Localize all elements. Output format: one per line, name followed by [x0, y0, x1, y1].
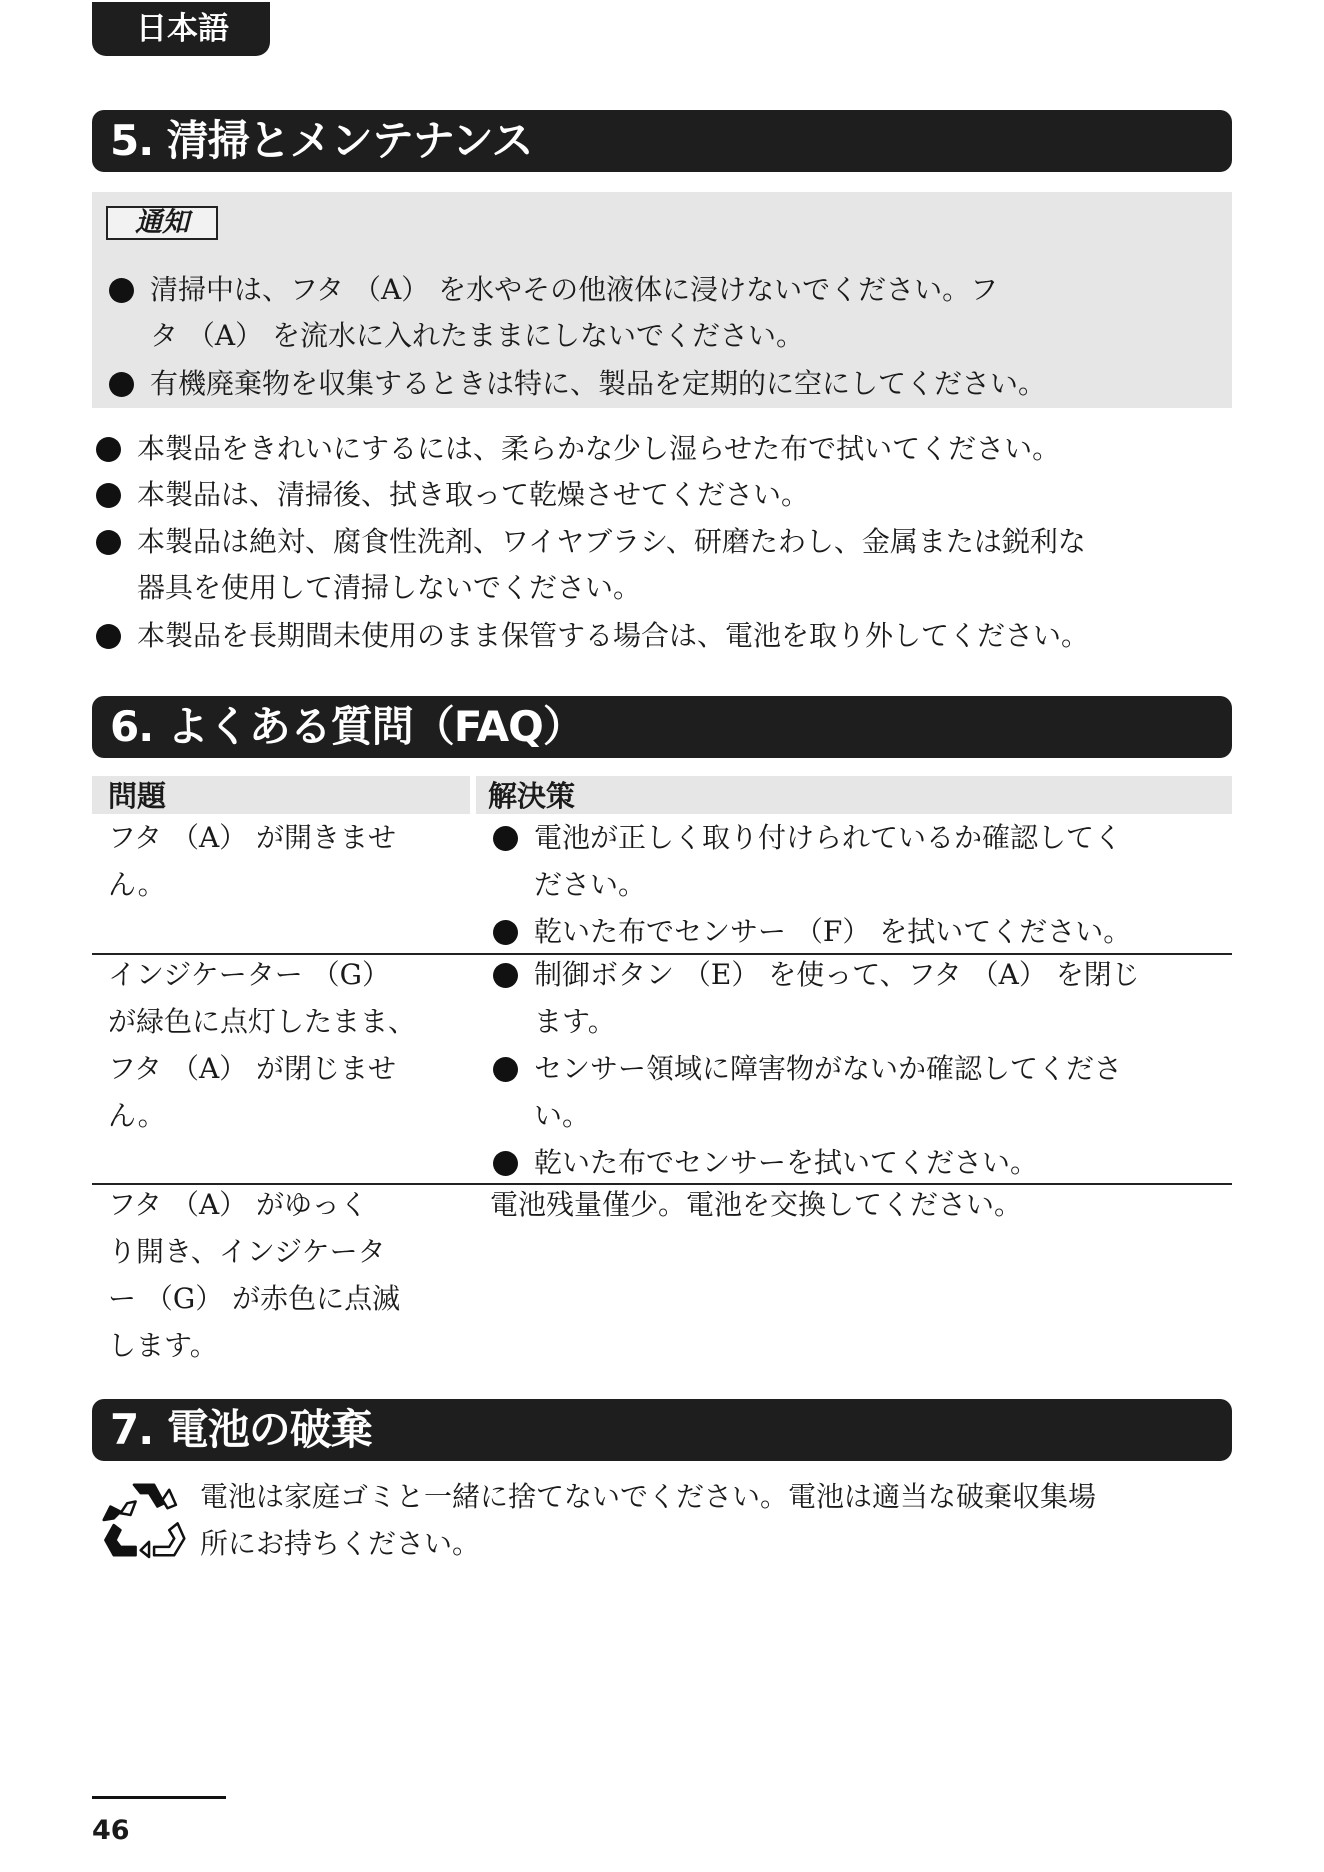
faq-row2-problem-1: インジケーター （G）	[108, 958, 391, 991]
faq-row1-problem-1: フタ （A） が開きませ	[108, 821, 397, 854]
bullet-dot	[493, 1151, 518, 1176]
faq-row1-solution-2: ださい。	[534, 868, 647, 901]
bullet-dot	[493, 963, 518, 988]
faq-row3-problem-4: します。	[108, 1329, 218, 1362]
battery-disposal-line-1: 電池は家庭ゴミと一緒に捨てないでください。電池は適当な破棄収集場	[200, 1480, 1097, 1513]
cleaning-line-1: 本製品をきれいにするには、柔らかな少し湿らせた布で拭いてください。	[137, 432, 1061, 465]
page-number: 46	[92, 1815, 130, 1846]
bullet-dot	[109, 278, 134, 303]
language-tab: 日本語	[92, 2, 270, 56]
faq-row2-problem-3: フタ （A） が閉じませ	[108, 1052, 397, 1085]
section-7-header: 7. 電池の破棄	[92, 1399, 1232, 1461]
faq-row2-solution-3: センサー領域に障害物がないか確認してくださ	[534, 1052, 1123, 1085]
bullet-dot	[493, 1057, 518, 1082]
notice-line-3: 有機廃棄物を収集するときは特に、製品を定期的に空にしてください。	[150, 367, 1047, 400]
bullet-dot	[96, 624, 121, 649]
faq-col-problem: 問題	[92, 776, 470, 814]
notice-label: 通知	[106, 206, 218, 240]
bullet-dot	[96, 483, 121, 508]
bullet-dot	[109, 372, 134, 397]
notice-line-1: 清掃中は、フタ （A） を水やその他液体に浸けないでください。フ	[150, 273, 999, 306]
faq-row3-solution: 電池残量僅少。電池を交換してください。	[490, 1188, 1023, 1221]
cleaning-line-2: 本製品は、清掃後、拭き取って乾燥させてください。	[137, 478, 810, 511]
bullet-dot	[493, 826, 518, 851]
faq-row2-problem-2: が緑色に点灯したまま、	[108, 1005, 417, 1038]
cleaning-line-5: 本製品を長期間未使用のまま保管する場合は、電池を取り外してください。	[137, 619, 1090, 652]
notice-line-2: タ （A） を流水に入れたままにしないでください。	[150, 319, 805, 352]
footer-rule	[92, 1796, 226, 1799]
faq-row1-solution-1: 電池が正しく取り付けられているか確認してく	[534, 821, 1123, 854]
faq-row3-problem-1: フタ （A） がゆっく	[108, 1188, 368, 1221]
cleaning-line-4: 器具を使用して清掃しないでください。	[137, 571, 642, 604]
bullet-dot	[96, 437, 121, 462]
faq-row3-problem-2: り開き、インジケータ	[108, 1235, 386, 1268]
section-6-header: 6. よくある質問（FAQ）	[92, 696, 1232, 758]
cleaning-line-3: 本製品は絶対、腐食性洗剤、ワイヤブラシ、研磨たわし、金属または鋭利な	[137, 525, 1086, 558]
bullet-dot	[96, 530, 121, 555]
faq-row1-problem-2: ん。	[108, 868, 166, 901]
faq-col-solution: 解決策	[476, 776, 1232, 814]
recycle-icon	[102, 1478, 186, 1562]
faq-row1-solution-3: 乾いた布でセンサー （F） を拭いてください。	[534, 915, 1132, 948]
faq-row2-solution-4: い。	[534, 1099, 591, 1132]
faq-row2-problem-4: ん。	[108, 1099, 166, 1132]
faq-row3-problem-3: ー （G） が赤色に点滅	[108, 1282, 401, 1315]
section-5-header: 5. 清掃とメンテナンス	[92, 110, 1232, 172]
bullet-dot	[493, 920, 518, 945]
faq-row2-solution-5: 乾いた布でセンサーを拭いてください。	[534, 1146, 1039, 1179]
faq-row2-solution-2: ます。	[534, 1005, 616, 1038]
battery-disposal-line-2: 所にお持ちください。	[200, 1527, 481, 1560]
faq-row2-solution-1: 制御ボタン （E） を使って、フタ （A） を閉じ	[534, 958, 1140, 991]
